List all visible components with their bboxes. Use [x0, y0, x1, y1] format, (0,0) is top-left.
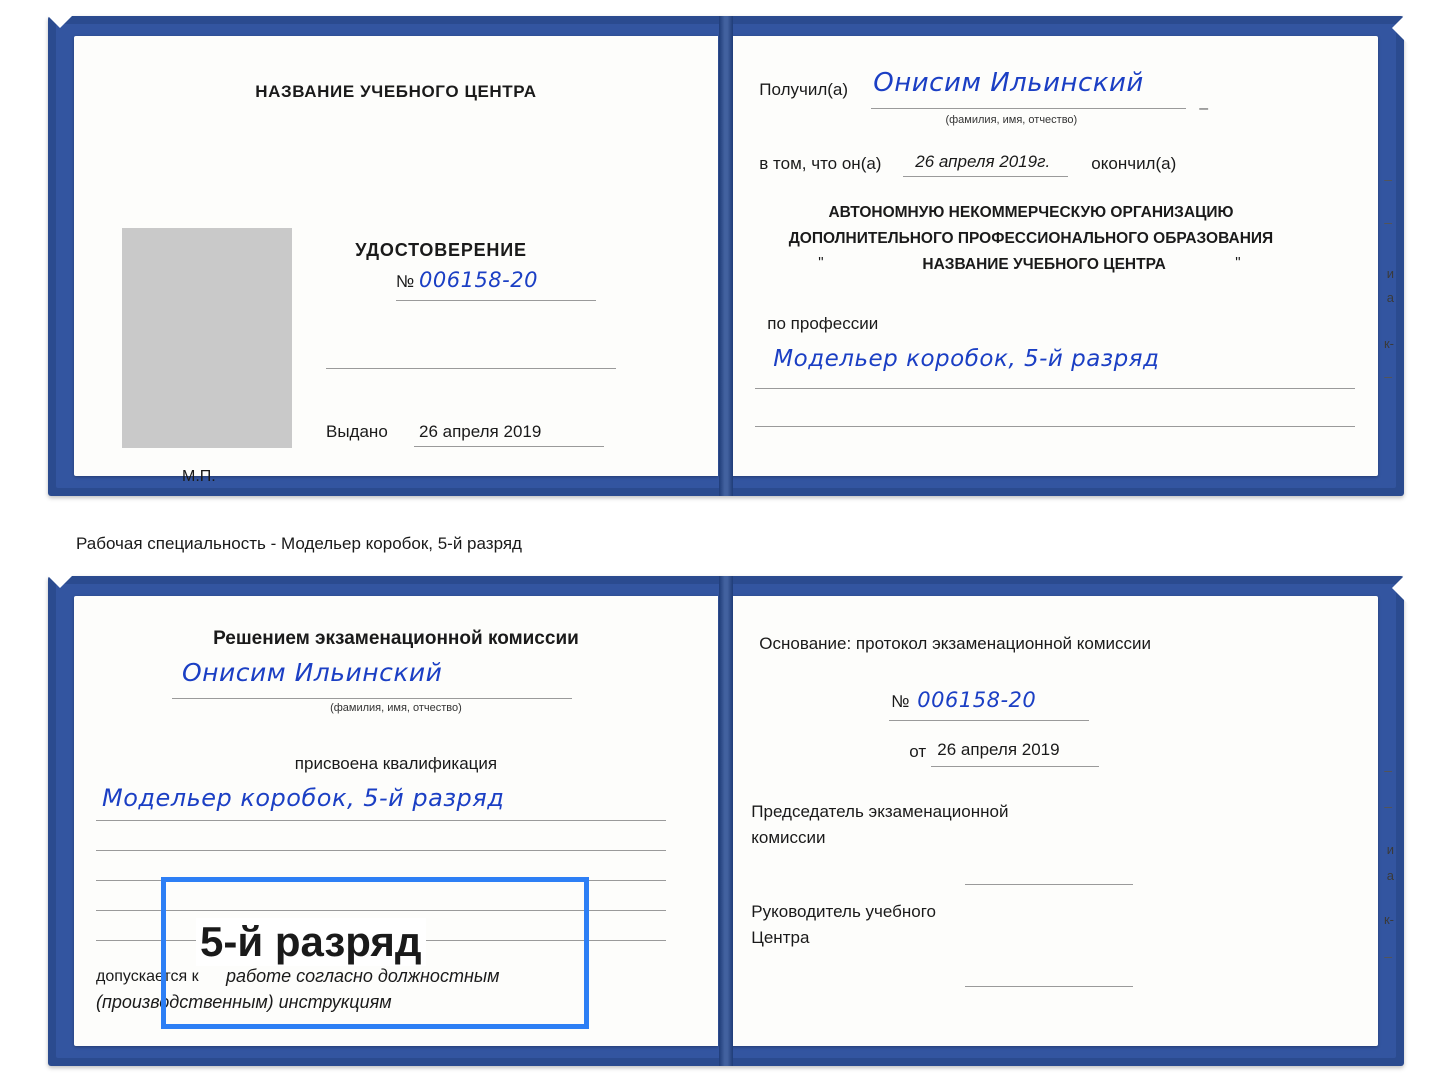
- org-quote-close-top-right: ": [1235, 254, 1241, 271]
- edge-dash-top-1: –: [1384, 171, 1392, 187]
- name-hint-top-right: (фамилия, имя, отчество): [945, 114, 1078, 126]
- cover-notch-bottom-left: [42, 551, 79, 588]
- received-label-top-right: Получил(а): [759, 80, 849, 99]
- qualification-label-bottom-left: присвоена квалификация: [294, 754, 498, 773]
- cover-notch-top-right: [1392, 10, 1429, 47]
- org-title-top-left: НАЗВАНИЕ УЧЕБНОГО ЦЕНТРА: [255, 82, 537, 101]
- edge-fragment-bottom-1: и: [1386, 842, 1394, 857]
- qual-rule-1: [96, 820, 666, 821]
- page-bottom-right: [723, 596, 1378, 1046]
- org-line1-top-right: АВТОНОМНУЮ НЕКОММЕРЧЕСКУЮ ОРГАНИЗАЦИЮ: [828, 204, 1234, 221]
- number-rule-top-left: [396, 300, 596, 301]
- head-line1-bottom-right: Руководитель учебного: [751, 902, 937, 921]
- edge-fragment-top-3: к-: [1383, 336, 1394, 351]
- date-rule-top-right: [903, 176, 1068, 177]
- edge-dash-bottom-1: –: [1384, 762, 1392, 778]
- received-rule-top-right: [871, 108, 1186, 109]
- profession-value-top-right: Модельер коробок, 5-й разряд: [773, 346, 1160, 372]
- issued-label-top-left: Выдано: [326, 422, 388, 441]
- allowed-label-bottom-left: допускается к: [96, 968, 199, 985]
- org-quote-open-top-right: ": [818, 254, 824, 271]
- cover-notch-bottom-right: [1392, 570, 1429, 607]
- issued-rule-top-left: [414, 446, 604, 447]
- certificate-book-top: [48, 16, 1404, 496]
- chairman-line2-bottom-right: комиссии: [751, 828, 826, 847]
- edge-fragment-bottom-2: а: [1386, 868, 1394, 883]
- page-top-right: [723, 36, 1378, 476]
- basis-label-bottom-right: Основание: протокол экзаменационной комиссии: [759, 634, 1152, 653]
- edge-dash-bottom-3: –: [1384, 948, 1392, 964]
- qualification-value-bottom-left: Модельер коробок, 5-й разряд: [102, 784, 505, 812]
- org-line3-top-right: НАЗВАНИЕ УЧЕБНОГО ЦЕНТРА: [922, 256, 1166, 273]
- photo-placeholder: [122, 228, 292, 448]
- finished-label-top-right: окончил(а): [1091, 154, 1177, 173]
- number-rule-bottom-right: [889, 720, 1089, 721]
- chairman-line1-bottom-right: Председатель экзаменационной: [751, 802, 1009, 821]
- date-value-top-right: 26 апреля 2019г.: [915, 152, 1051, 171]
- chairman-sign-rule: [965, 884, 1133, 885]
- inthat-label-top-right: в том, что он(а): [759, 154, 882, 173]
- highlight-label: 5-й разряд: [196, 918, 426, 966]
- profession-rule1-top-right: [755, 388, 1355, 389]
- number-symbol-top-left: №: [396, 272, 415, 291]
- name-rule-bottom-left: [172, 698, 572, 699]
- head-sign-rule: [965, 986, 1133, 987]
- seal-label-top-left: М.П.: [182, 468, 216, 485]
- edge-fragment-top-2: а: [1386, 290, 1394, 305]
- number-symbol-bottom-right: №: [891, 692, 910, 711]
- edge-fragment-bottom-3: к-: [1383, 912, 1394, 927]
- from-label-bottom-right: от: [909, 742, 927, 761]
- edge-dash-bottom-2: –: [1384, 798, 1392, 814]
- caption-text: Рабочая специальность - Модельер коробок, 5-й разряд: [76, 534, 522, 553]
- from-value-bottom-right: 26 апреля 2019: [937, 740, 1060, 759]
- qual-rule-2: [96, 850, 666, 851]
- head-line2-bottom-right: Центра: [751, 928, 810, 947]
- name-hint-bottom-left: (фамилия, имя, отчество): [330, 702, 462, 714]
- profession-rule2-top-right: [755, 426, 1355, 427]
- received-value-top-right: Онисим Ильинский: [873, 68, 1144, 98]
- blank-rule-top-left: [326, 368, 616, 369]
- dash-top-right: –: [1199, 100, 1209, 117]
- page-top-left: [74, 36, 718, 485]
- allowed-value-line2-bottom-left: (производственным) инструкциям: [96, 992, 392, 1012]
- allowed-value-line1-bottom-left: работе согласно должностным: [226, 966, 500, 986]
- edge-dash-top-3: –: [1384, 368, 1392, 384]
- issued-value-top-left: 26 апреля 2019: [419, 422, 542, 441]
- doc-type-top-left: УДОСТОВЕРЕНИЕ: [355, 240, 527, 260]
- edge-fragment-top-1: и: [1386, 266, 1394, 281]
- decision-title-bottom-left: Решением экзаменационной комиссии: [213, 628, 579, 649]
- name-value-bottom-left: Онисим Ильинский: [182, 658, 443, 687]
- number-value-top-left: 006158-20: [419, 268, 538, 292]
- number-value-bottom-right: 006158-20: [917, 688, 1037, 712]
- profession-label-top-right: по профессии: [767, 314, 879, 333]
- edge-dash-top-2: –: [1384, 214, 1392, 230]
- from-rule-bottom-right: [931, 766, 1099, 767]
- org-line2-top-right: ДОПОЛНИТЕЛЬНОГО ПРОФЕССИОНАЛЬНОГО ОБРАЗОВАНИЯ: [788, 230, 1274, 247]
